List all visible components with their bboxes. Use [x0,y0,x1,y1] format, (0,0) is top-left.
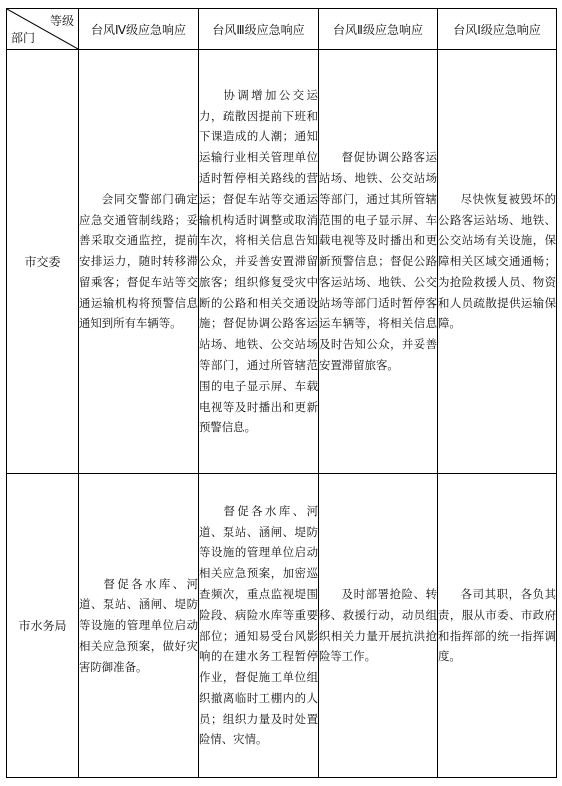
response-text: 协调增加公交运力，疏散因提前下班和下课造成的人潮；通知运输行业相关管理单位适时暂停相关路线的营运；督促车站等交通运输机构适时调整或取消车次，将相关信息告知公众，并妥善安置滞留旅客；组织修复受灾中断的公路和相关交通设施；督促协调公路客运站场、地铁、公交站场等部门，通过所管辖范围的电子显示屏、车载电视等及时播出和更新预警信息。 [199,87,318,435]
response-cell [79,474,199,778]
response-cell [319,474,438,778]
header-level-3: 台风Ⅲ级应急响应 [199,9,319,50]
dept-cell: 市交委 [7,50,79,474]
response-cell [438,50,557,474]
response-text: 会同交警部门确定应急交通管制线路；妥善采取交通监控，提前安排运力，随时转移滞留乘客；督促车站等交通运输机构将预警信息通知到所有车辆等。 [79,191,198,331]
response-text: 及时部署抢险、转移、救援行动，动员组织相关力量开展抗洪抢险等工作。 [319,586,437,664]
dept-cell: 市水务局 [7,474,79,778]
response-cell [438,474,557,778]
response-text: 尽快恢复被毁坏的公路客运站场、地铁、公交站场有关设施，保障相关区域交通通畅；为抢险救援人员、物资和人员疏散提供运输保障。 [438,191,556,331]
response-cell [199,50,319,474]
emergency-response-table [6,8,557,778]
response-text: 各司其职，各负其责，服从市委、市政府和指挥部的统一指挥调度。 [438,586,556,664]
response-cell [79,50,199,474]
response-text: 督促协调公路客运站场、地铁、公交站场等部门，通过其所管辖范围的电子显示屏、车载电视等及时播出和更新预警信息；督促公路客运站场、地铁、公交站场等部门适时暂停客运车辆等，将相关信息及时告知公众，并妥善安置滞留旅客。 [319,150,437,373]
response-cell [199,474,319,778]
header-level-1: 台风Ⅰ级应急响应 [438,9,557,50]
corner-level-label: 等级 [49,14,74,28]
response-text: 督促各水库、河道、泵站、涵闸、堤防等设施的管理单位启动相关应急预案，做好灾害防御准备。 [79,576,198,674]
response-text: 督促各水库、河道、泵站、涵闸、堤防等设施的管理单位启动相关应急预案，加密巡查频次，重点监视堤围险段、病险水库等重要部位；通知易受台风影响的在建水务工程暂停作业，督促施工单位组织撤离临时工棚内的人员；组织力量及时处置险情、灾情。 [199,503,318,747]
table-row [7,50,557,474]
header-level-4: 台风Ⅳ级应急响应 [79,9,199,50]
table-row [7,474,557,778]
header-row [7,9,557,50]
header-level-2: 台风Ⅱ级应急响应 [319,9,438,50]
corner-dept-label: 部门 [11,31,36,45]
response-cell [319,50,438,474]
corner-header-cell [7,9,79,50]
